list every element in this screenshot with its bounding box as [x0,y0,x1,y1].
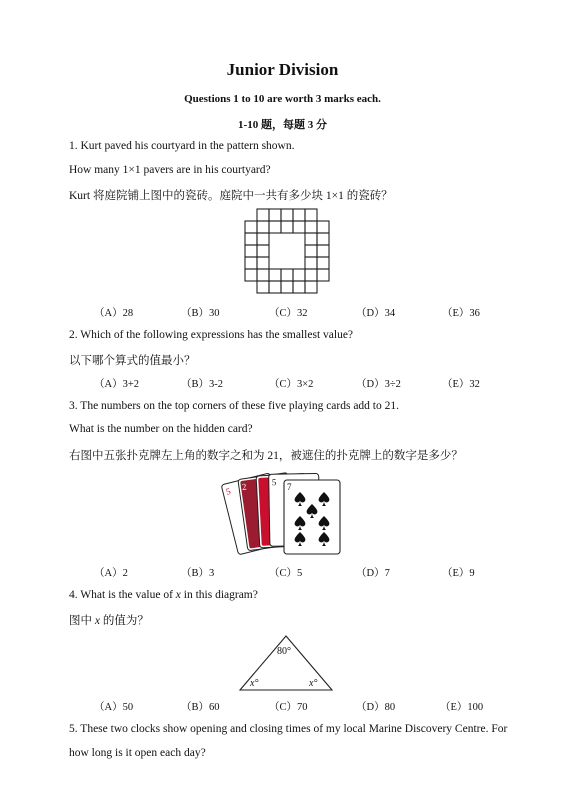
q2-option-e[interactable]: （E）32 [442,379,480,390]
angle-right-label: x° [309,678,318,689]
q3-option-b[interactable]: （B）3 [181,568,215,579]
q2-option-b[interactable]: （B）3-2 [181,379,223,390]
q4-option-b[interactable]: （B）60 [181,702,220,713]
q1-option-e[interactable]: （E）36 [442,308,480,319]
card-1-number: 5 [224,486,232,497]
playing-cards-diagram [224,470,348,556]
q4-text-line1: 4. What is the value of x in this diagram? [69,589,258,601]
q5-text-line1: 5. These two clocks show opening and closing times of my local Marine Discovery Centre. For [69,723,508,735]
q3-option-a[interactable]: （A）2 [94,568,128,579]
q1-text-line1: 1. Kurt paved his courtyard in the pattern shown. [69,140,295,152]
q2-option-d[interactable]: （D）3÷2 [356,379,401,390]
page-title: Junior Division [226,60,339,79]
q1-option-a[interactable]: （A）28 [94,308,134,319]
q4-option-c[interactable]: （C）70 [269,702,308,713]
q1-option-d[interactable]: （D）34 [356,308,396,319]
q3-text-line2: What is the number on the hidden card? [69,423,253,435]
angle-top-label: 80° [277,646,291,657]
q3-option-d[interactable]: （D）7 [356,568,390,579]
q3-text-line1: 3. The numbers on the top corners of these five playing cards add to 21. [69,400,400,412]
q2-text-line1: 2. Which of the following expressions has the smallest value? [69,329,354,341]
card-4-number: 5 [271,477,277,488]
q3-option-c[interactable]: （C）5 [269,568,303,579]
q4-option-d[interactable]: （D）80 [356,702,396,713]
q1-text-line3: Kurt 将庭院铺上图中的瓷砖。庭院中一共有多少块 1×1 的瓷砖？ [69,190,393,202]
card-5-number: 7 [287,482,292,492]
subtitle-chinese: 1-10 题，每题 3 分 [238,119,327,131]
angle-left-label: x° [250,678,259,689]
q2-option-c[interactable]: （C）3×2 [269,379,314,390]
q3-text-line3: 右图中五张扑克牌左上角的数字之和为 21，被遮住的扑克牌上的数字是多少？ [69,450,463,462]
triangle-diagram [238,634,334,692]
q4-option-e[interactable]: （E）100 [440,702,484,713]
card-2-number: 2 [241,481,248,492]
q4-option-a[interactable]: （A）50 [94,702,134,713]
q5-text-line2: how long is it open each day? [69,747,206,759]
q2-text-line2: 以下哪个算式的值最小？ [69,355,196,367]
q4-text-line2: 图中 x 的值为？ [69,615,149,627]
q2-option-a[interactable]: （A）3+2 [94,379,140,390]
q3-option-e[interactable]: （E）9 [442,568,475,579]
q1-text-line2: How many 1×1 pavers are in his courtyard? [69,164,271,176]
q1-option-c[interactable]: （C）32 [269,308,308,319]
paver-grid-diagram [245,209,329,293]
q1-option-b[interactable]: （B）30 [181,308,220,319]
subtitle-english: Questions 1 to 10 are worth 3 marks each. [184,93,381,105]
